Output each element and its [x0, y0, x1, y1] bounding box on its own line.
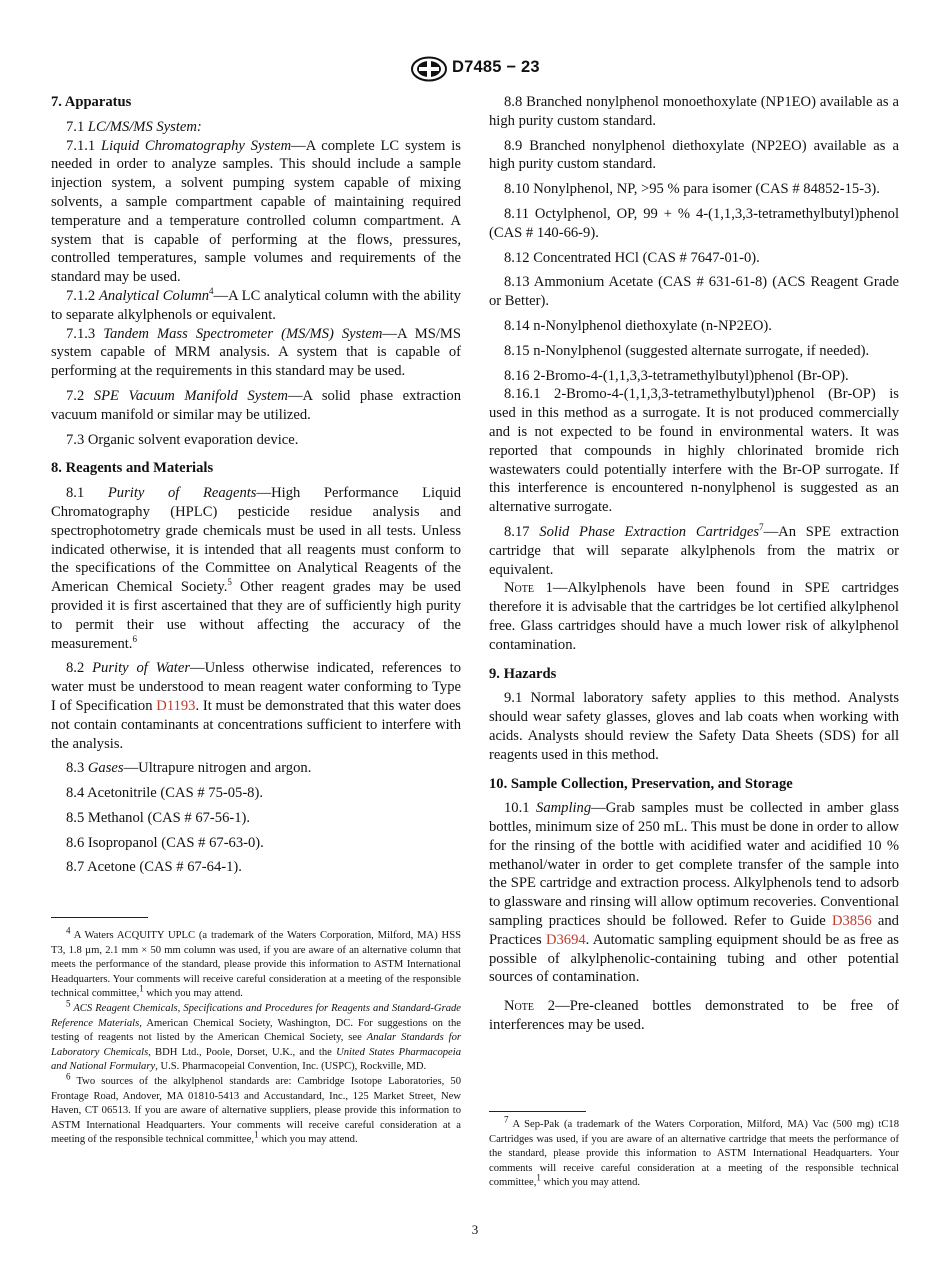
- footnote-7: $^7$ A Sep-Pak (a trademark of the Waters Corporation, Milford, MA) Vac (500 mg) tC18 Cartridges was used, if you are aware of an alternative cartridge that meets the performance of the standard, please provide this information to ASTM International Headquarters. Your comments will receive careful consideration at a meeting of the responsible technical committee,$^1$ which you may attend.: [489, 1114, 899, 1189]
- para-7-2: 7.2 SPE Vacuum Manifold System—A solid phase extraction vacuum manifold or similar may be utilized.: [51, 387, 461, 423]
- astm-logo-icon: [410, 56, 448, 82]
- right-footnotes: [489, 1114, 899, 1191]
- para-7-1: 7.1 LC/MS/MS System:: [66, 118, 202, 135]
- section-8-heading: 8. Reagents and Materials: [51, 460, 214, 477]
- para-10-1: 10.1 Sampling—Grab samples must be collected in amber glass bottles, minimum size of 250 mL. This must be done in order to allow for the rinsing of the bottle with acidified water and acidified 10 % methanol/water in order to get complete transfer of the sample into the SPE cartridge and extraction process. Alkylphenols tend to adsorb to glassware and rinsing will allow optimum recoveries. Conventional sampling practices should be followed. Refer to Guide D3856 and Practices D3694. Automatic sampling equipment should be as free as possible of alkylphenolic-containing tubing and other potential sources of contamination.: [489, 800, 900, 986]
- para-8-12: 8.12 Concentrated HCl (CAS # 7647-01-0).: [504, 249, 760, 266]
- para-8-15: 8.15 n-Nonylphenol (suggested alternate surrogate, if needed).: [504, 342, 870, 359]
- para-8-5: 8.5 Methanol (CAS # 67-56-1).: [66, 809, 251, 826]
- note-2: Note 2—Pre-cleaned bottles demonstrated to be free of interferences may be used.: [489, 998, 899, 1034]
- para-8-6: 8.6 Isopropanol (CAS # 67-63-0).: [66, 834, 264, 851]
- right-column: [489, 93, 899, 1035]
- page-number: 3: [471, 1222, 479, 1237]
- footnote-ref-5: 5: [227, 577, 232, 588]
- note-1: Note 1—Alkylphenols have been found in SPE cartridges therefore it is advisable that the cartridges be lot certified alkylphenol free. Glass cartridges should have a much lower risk of alkylphenol contamination.: [489, 580, 899, 653]
- footnote-divider: [489, 1111, 586, 1112]
- para-7-3: 7.3 Organic solvent evaporation device.: [66, 431, 299, 448]
- standard-designation: D7485 − 23: [452, 58, 540, 76]
- para-8-3: 8.3 Gases—Ultrapure nitrogen and argon.: [66, 760, 312, 777]
- para-8-13: 8.13 Ammonium Acetate (CAS # 631-61-8) (ACS Reagent Grade or Better).: [489, 274, 899, 310]
- para-9-1: 9.1 Normal laboratory safety applies to this method. Analysts should wear safety glasses, gloves and lab coats when working with acids. Analysts should review the Safety Data Sheets (SDS) for all reagents used in this method.: [489, 690, 899, 763]
- para-8-17: 8.17 Solid Phase Extraction Cartridges$^7$—An SPE extraction cartridge that will separate alkylphenols from the matrix or equivalent.: [489, 522, 900, 578]
- page-header: [0, 56, 950, 84]
- footnote-6: $^6$ Two sources of the alkylphenol standards are: Cambridge Isotope Laboratories, 50 Frontage Road, Andover, MA 01810-5413 and Accustandard, Inc., 125 Market Street, New Haven, CT 06513. If you are aware of alternative suppliers, please provide this information to ASTM International Headquarters. Your comments will receive careful consideration at a meeting of the responsible technical committee,$^1$ which you may attend.: [51, 1071, 461, 1146]
- para-8-16-1: 8.16.1 2-Bromo-4-(1,1,3,3-tetramethylbutyl)phenol (Br-OP) is used in this method as a surrogate. It is not produced commercially and is not expected to be found in environmental waters. It was reported that compounds in highly chlorinated bromide rich wastewaters could potentially interfere with the Br-OP surrogate. If this interference is encountered n-nonylphenol is suggested as an alternative surrogate.: [489, 386, 899, 516]
- section-9-heading: 9. Hazards: [489, 665, 557, 682]
- para-8-8: 8.8 Branched nonylphenol monoethoxylate (NP1EO) available as a high purity custom standard.: [489, 94, 899, 129]
- para-8-7: 8.7 Acetone (CAS # 67-64-1).: [66, 859, 242, 876]
- link-d3694[interactable]: D3694: [545, 931, 586, 948]
- left-footnotes: [51, 925, 462, 1148]
- para-8-4: 8.4 Acetonitrile (CAS # 75-05-8).: [66, 785, 263, 802]
- footnote-divider: [51, 917, 148, 918]
- left-column: [51, 93, 461, 877]
- para-8-14: 8.14 n-Nonylphenol diethoxylate (n-NP2EO).: [504, 317, 772, 334]
- para-7-1-2: 7.1.2 Analytical Column$^4$—A LC analytical column with the ability to separate alkylphenols or equivalent.: [51, 286, 461, 323]
- para-8-10: 8.10 Nonylphenol, NP, >95 % para isomer (CAS # 84852-15-3).: [504, 181, 880, 198]
- section-7-heading: 7. Apparatus: [51, 94, 132, 110]
- link-d1193[interactable]: D1193: [156, 697, 196, 714]
- para-8-11: 8.11 Octylphenol, OP, 99 + % 4-(1,1,3,3-tetramethylbutyl)phenol (CAS # 140-66-9).: [489, 205, 899, 241]
- footnote-ref-4: 4: [209, 286, 214, 297]
- link-d3856[interactable]: D3856: [831, 913, 872, 930]
- para-8-1: 8.1 Purity of Reagents—High Performance Liquid Chromatography (HPLC) pesticide residue analysis and spectrophotometry grade chemicals must be used in all tests. Unless indicated otherwise, it is intended that all reagents must conform to the specifications of the Committee on Analytical Reagents of the American Chemical Society.$^5$ Other reagent grades may be used provided it is first ascertained that they are of sufficiently high purity to permit their use without affecting the accuracy of the measurement.$^6$: [51, 485, 462, 652]
- para-8-16: 8.16 2-Bromo-4-(1,1,3,3-tetramethylbutyl)phenol (Br-OP).: [504, 367, 849, 384]
- footnote-ref-6: 6: [132, 633, 137, 644]
- para-8-2: 8.2 Purity of Water—Unless otherwise indicated, references to water must be understood to mean reagent water conforming to Type I of Specification D1193. It must be demonstrated that this water does not contain contaminants at concentrations sufficient to interfere with the analysis.: [51, 660, 462, 752]
- para-8-9: 8.9 Branched nonylphenol diethoxylate (NP2EO) available as a high purity custom standard.: [489, 137, 899, 173]
- footnote-5: $^5$ ACS Reagent Chemicals, Specifications and Procedures for Reagents and Standard-Grade Reference Materials, American Chemical Society, Washington, DC. For suggestions on the testing of reagents not listed by the American Chemical Society, see Analar Standards for Laboratory Chemicals, BDH Ltd., Poole, Dorset, U.K., and the United States Pharmacopeia and National Formulary, U.S. Pharmacopeial Convention, Inc. (USPC), Rockville, MD.: [51, 998, 462, 1073]
- para-7-1-3: 7.1.3 Tandem Mass Spectrometer (MS/MS) System—A MS/MS system capable of MRM analysis. A system that is capable of performing at the requirements in this standard may be used.: [51, 325, 462, 380]
- section-10-heading: 10. Sample Collection, Preservation, and Storage: [489, 775, 793, 792]
- footnote-4: $^4$ A Waters ACQUITY UPLC (a trademark of the Waters Corporation, Milford, MA) HSS T3, 1.8 µm, 2.1 mm × 50 mm column was used, if you are aware of an alternative column that meets the performance of the standard, please provide this information to ASTM International Headquarters. Your comments will receive careful consideration at a meeting of the responsible technical committee,$^1$ which you may attend.: [51, 925, 461, 1000]
- footnote-ref-7: 7: [759, 522, 764, 533]
- para-7-1-1: 7.1.1 Liquid Chromatography System—A complete LC system is needed in order to analyze samples. This should include a sample injection system, a solvent pumping system capable of mixing solvents, a sample compartment capable of maintaining required temperature and a temperature controlled column compartment. A system that is capable of performing at the flows, pressures, controlled temperatures, sample volumes and requirements of the standard may be used.: [51, 137, 461, 286]
